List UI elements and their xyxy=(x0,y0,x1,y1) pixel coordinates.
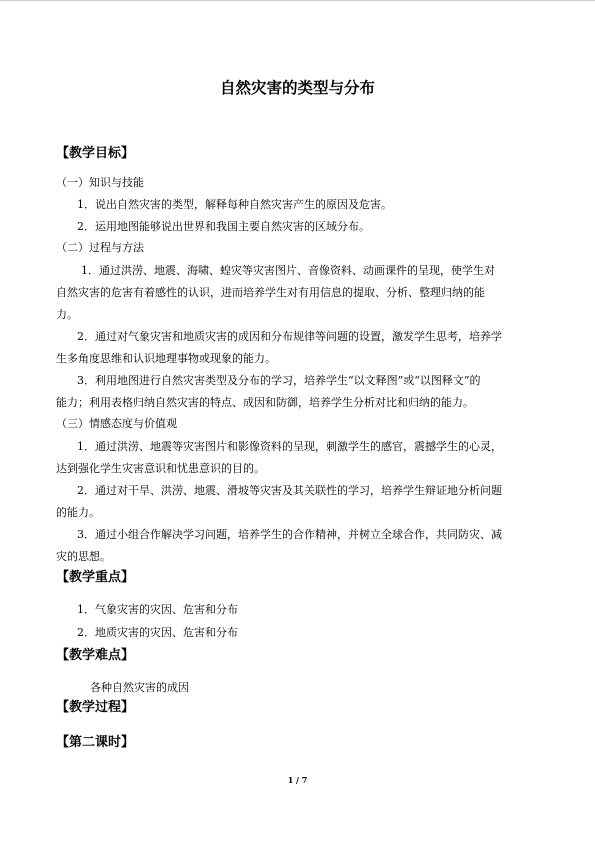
page-title: 自然灾害的类型与分布 xyxy=(219,79,375,97)
process-item-2-line-1: 2．通过对气象灾害和地质灾害的成因和分布规律等问题的设置，激发学生思考，培养学 xyxy=(77,330,502,343)
values-label: （三）情感态度与价值观 xyxy=(56,417,177,430)
page-top-border xyxy=(0,0,595,1)
values-item-2-line-1: 2．通过对干旱、洪涝、地震、滑坡等灾害及其关联性的学习，培养学生辩证地分析问题 xyxy=(77,484,502,497)
key-point-2: 2．地质灾害的灾因、危害和分布 xyxy=(77,626,238,639)
knowledge-item-2: 2．运用地图能够说出世界和我国主要自然灾害的区域分布。 xyxy=(77,220,370,233)
process-item-1-line-1: 1．通过洪涝、地震、海啸、蝗灾等灾害图片、音像资料、动画课件的呈现，使学生对 xyxy=(81,264,495,277)
values-item-2-line-2: 的能力。 xyxy=(56,506,100,519)
knowledge-item-1: 1．说出自然灾害的类型，解释每种自然灾害产生的原因及危害。 xyxy=(77,198,392,211)
values-item-1-line-1: 1．通过洪涝、地震等灾害图片和影像资料的呈现，刺激学生的感官，震撼学生的心灵， xyxy=(77,440,502,453)
objectives-heading: 【教学目标】 xyxy=(56,146,135,161)
process-item-3-line-2: 能力；利用表格归纳自然灾害的特点、成因和防御，培养学生分析对比和归纳的能力。 xyxy=(56,396,474,409)
process-item-1-line-3: 力。 xyxy=(56,308,78,321)
process-item-3-line-1: 3．利用地图进行自然灾害类型及分布的学习，培养学生“以文释图”或“以图释文”的 xyxy=(77,374,481,387)
page-number: 1 / 7 xyxy=(287,775,308,785)
values-item-3-line-1: 3．通过小组合作解决学习问题，培养学生的合作精神，并树立全球合作，共同防灾、减 xyxy=(77,528,502,541)
values-item-3-line-2: 灾的思想。 xyxy=(56,550,111,563)
process-heading: 【教学过程】 xyxy=(56,700,135,715)
key-point-1: 1．气象灾害的灾因、危害和分布 xyxy=(77,603,238,616)
key-points-heading: 【教学重点】 xyxy=(56,570,135,585)
knowledge-skills-label: （一）知识与技能 xyxy=(56,176,144,189)
difficulty-text: 各种自然灾害的成因 xyxy=(90,681,189,694)
process-item-1-line-2: 自然灾害的危害有着感性的认识，进而培养学生对有用信息的提取、分析、整理归纳的能 xyxy=(56,286,485,299)
lesson-heading: 【第二课时】 xyxy=(56,735,135,750)
process-item-2-line-2: 生多角度思维和认识地理事物或现象的能力。 xyxy=(56,352,276,365)
difficulties-heading: 【教学难点】 xyxy=(56,648,135,663)
values-item-1-line-2: 达到强化学生灾害意识和忧患意识的目的。 xyxy=(56,462,265,475)
process-methods-label: （二）过程与方法 xyxy=(56,241,144,254)
